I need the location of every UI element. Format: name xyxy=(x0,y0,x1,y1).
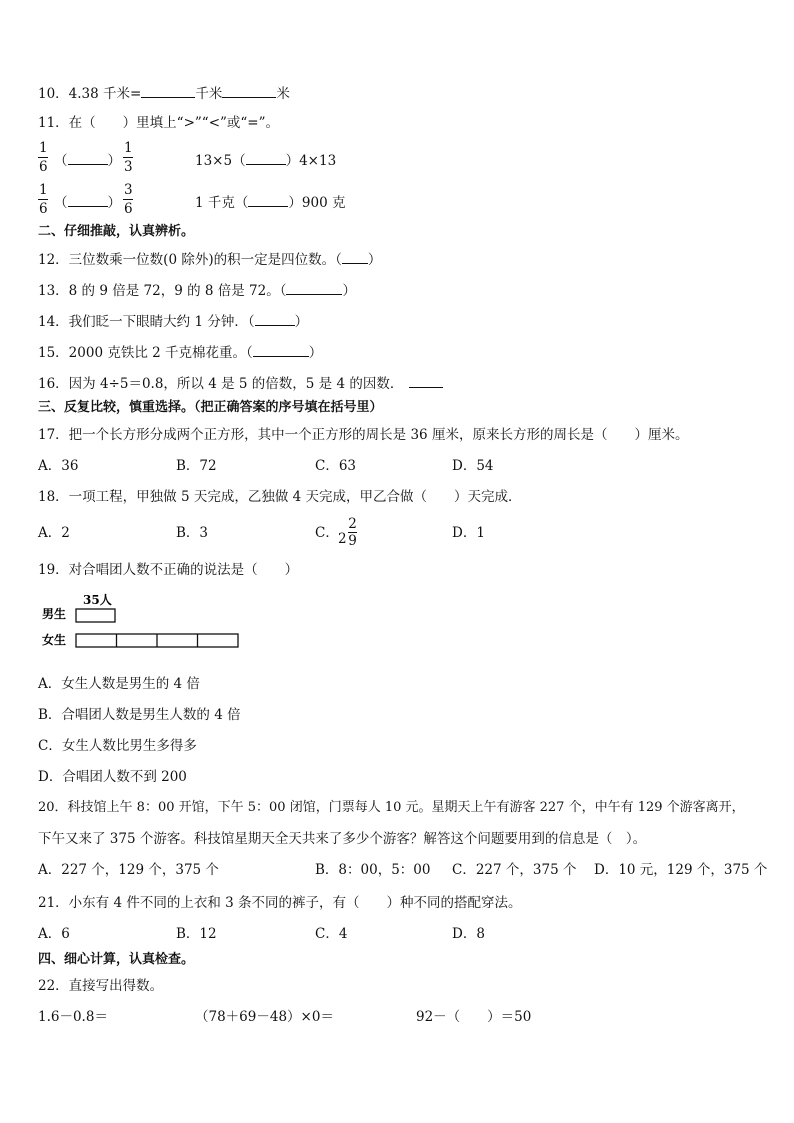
q11-fraction-1 xyxy=(38,141,49,175)
q17-stem: 17．把一个长方形分成两个正方形，其中一个正方形的周长是 36 厘米，原来长方形的周长是（ ）厘米。 xyxy=(38,427,689,443)
q22-item-2: （78＋69－48）×0＝ xyxy=(195,1009,334,1025)
section-2-title: 二、仔细推敲，认真辨析。 xyxy=(38,224,195,239)
q20-stem-line-2: 下午又来了 375 个游客。科技馆星期天全天共来了多少个游客？解答这个问题要用到的信息是（ ）。 xyxy=(38,831,647,847)
q19-option-a[interactable]: A．女生人数是男生的 4 倍 xyxy=(38,676,200,692)
q12-blank[interactable] xyxy=(342,250,368,264)
q10-blank-km[interactable] xyxy=(141,84,195,98)
q11-fraction-3: 1 6 xyxy=(39,182,48,217)
q19-girls-label: 女生 xyxy=(42,633,67,647)
q11-compare-3: （ ） xyxy=(54,195,121,211)
q17-option-d[interactable]: D．54 xyxy=(452,458,494,474)
section-4-title: 四、细心计算，认真检查。 xyxy=(38,952,195,967)
q19-boys-bar xyxy=(76,609,115,622)
q11-stem: 11．在（ ）里填上“>”“<”或“=”。 xyxy=(38,115,280,131)
q11-blank-2[interactable] xyxy=(246,151,286,165)
q18-option-d[interactable]: D．1 xyxy=(452,525,485,541)
q18-stem: 18．一项工程，甲独做 5 天完成，乙独做 4 天完成，甲乙合做（ ）天完成． xyxy=(38,489,522,505)
q16-blank[interactable] xyxy=(409,374,443,388)
q20-option-b[interactable]: B．8：00，5：00 xyxy=(315,862,431,878)
q11-compare-4: 1 千克（ ）900 克 xyxy=(195,195,346,211)
q10-unit-m: 米 xyxy=(276,86,290,102)
q17-option-b[interactable]: B．72 xyxy=(176,458,217,474)
q11-blank-3[interactable] xyxy=(68,193,108,207)
q19-bar-diagram xyxy=(38,588,248,650)
q18-option-a[interactable]: A．2 xyxy=(38,525,70,541)
q11-blank-1[interactable] xyxy=(68,151,108,165)
q17-option-c[interactable]: C．63 xyxy=(315,458,357,474)
q11-compare-2: 13×5（ ）4×13 xyxy=(195,153,337,169)
q19-option-d[interactable]: D．合唱团人数不到 200 xyxy=(38,769,187,785)
q18-option-b[interactable]: B．3 xyxy=(176,525,209,541)
q18-option-c-label[interactable]: C． xyxy=(315,525,339,541)
question-16: 16．因为 4÷5＝0.8，所以 4 是 5 的倍数，5 是 4 的因数． xyxy=(38,374,443,392)
q21-option-a[interactable]: A．6 xyxy=(38,926,70,942)
question-10 xyxy=(38,84,290,102)
q20-option-c[interactable]: C．227 个，375 个 xyxy=(452,862,577,878)
q11-fraction-2: 1 3 xyxy=(124,140,133,175)
q11-blank-4[interactable] xyxy=(248,193,288,207)
q19-boys-value: 35人 xyxy=(83,593,112,607)
q19-boys-label: 男生 xyxy=(42,607,67,621)
q19-stem: 19．对合唱团人数不正确的说法是（ ） xyxy=(38,562,299,578)
q11-fraction-4: 3 6 xyxy=(124,182,133,217)
q21-option-b[interactable]: B．12 xyxy=(176,926,217,942)
question-15: 15．2000 克铁比 2 千克棉花重。（ ） xyxy=(38,345,323,361)
q21-stem: 21．小东有 4 件不同的上衣和 3 条不同的裤子，有（ ）种不同的搭配穿法。 xyxy=(38,895,522,911)
q21-option-d[interactable]: D．8 xyxy=(452,926,485,942)
q10-blank-m[interactable] xyxy=(222,84,276,98)
q10-text: 10．4.38 千米= xyxy=(38,86,142,102)
q11-f1-den: 6 xyxy=(39,159,48,175)
question-12: 12．三位数乘一位数(0 除外)的积一定是四位数。（ ） xyxy=(38,252,382,268)
q18-option-c-mixed-number[interactable]: 2 2 9 xyxy=(338,516,357,549)
question-14: 14．我们眨一下眼睛大约 1 分钟．（ ） xyxy=(38,314,309,330)
q20-option-d[interactable]: D．10 元，129 个，375 个 xyxy=(594,862,768,878)
q22-item-1: 1.6－0.8＝ xyxy=(38,1009,108,1025)
q15-blank[interactable] xyxy=(253,343,309,357)
q10-unit-km: 千米 xyxy=(195,86,223,102)
q22-item-3: 92－（ ）＝50 xyxy=(416,1009,532,1025)
q19-option-b[interactable]: B．合唱团人数是男生人数的 4 倍 xyxy=(38,707,241,723)
q21-option-c[interactable]: C．4 xyxy=(315,926,348,942)
q13-blank[interactable] xyxy=(286,281,342,295)
q22-stem: 22．直接写出得数。 xyxy=(38,978,164,994)
q20-stem-line-1: 20．科技馆上午 8：00 开馆，下午 5：00 闭馆，门票每人 10 元。星期天上午有游客 227 个，中午有 129 个游客离开， xyxy=(38,800,745,815)
q14-blank[interactable] xyxy=(255,312,295,326)
question-13: 13．8 的 9 倍是 72，9 的 8 倍是 72。（ ） xyxy=(38,283,356,299)
q11-compare-1: （ ） xyxy=(54,153,121,169)
q11-f1-num: 1 xyxy=(39,140,48,156)
q20-option-a[interactable]: A．227 个，129 个，375 个 xyxy=(38,862,219,878)
section-3-title: 三、反复比较，慎重选择。（把正确答案的序号填在括号里） xyxy=(38,400,383,415)
q19-option-c[interactable]: C．女生人数比男生多得多 xyxy=(38,738,197,754)
q19-diagram-svg xyxy=(38,588,248,650)
q17-option-a[interactable]: A．36 xyxy=(38,458,79,474)
